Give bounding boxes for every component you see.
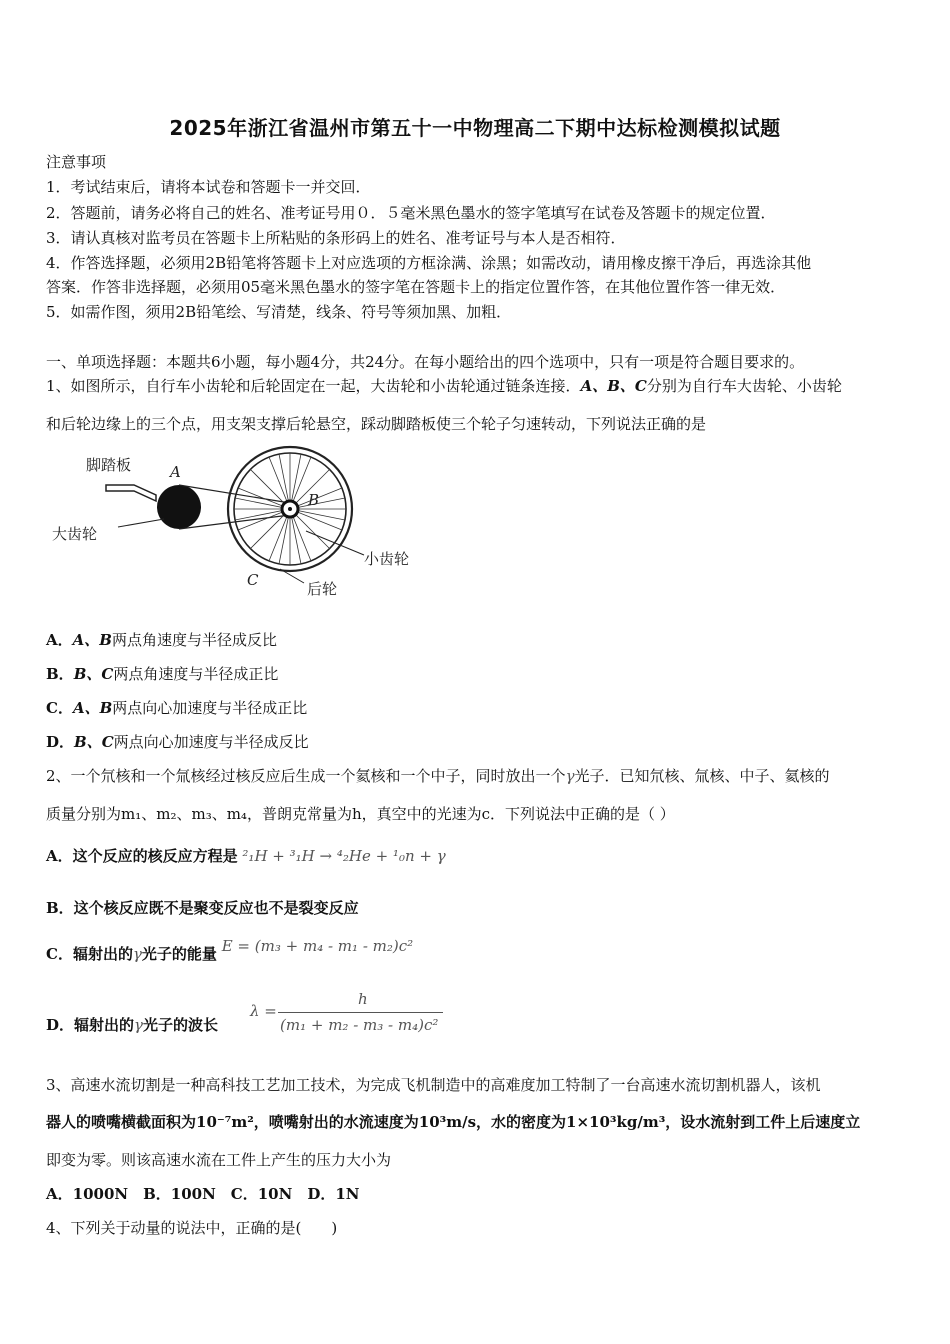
option-text: C．辐射出的 [46,945,133,963]
q2-text-a: 2、一个氘核和一个氚核经过核反应后生成一个氦核和一个中子，同时放出一个 [46,767,566,785]
q1-text-b: 分别为自行车大齿轮、小齿轮 [646,377,842,395]
fraction-bar [278,1012,443,1013]
pedal-crank-shape [106,485,156,501]
energy-formula: E = (m₃ + m₄ - m₁ - m₂)c² [221,937,414,955]
q2-option-c[interactable] [46,937,414,964]
big-gear-shape [157,485,201,529]
option-key: D． [46,733,75,751]
option-key: B． [46,665,74,683]
q3-stem-line2: 器人的喷嘴横截面积为10⁻⁷m²，喷嘴射出的水流速度为10³m/s，水的密度为1×10³kg/m³，设水流射到工件上后速度立 [46,1113,861,1131]
q1-points: A、B、C [580,377,647,395]
fraction-denominator: (m₁ + m₂ - m₃ - m₄)c² [280,1016,439,1034]
label-point-c: C [247,571,259,589]
option-text: 光子的波长 [142,1016,218,1034]
notice-item: 2．答题前，请务必将自己的姓名、准考证号用０．５毫米黑色墨水的签字笔填写在试卷及答题卡的规定位置． [46,204,776,222]
q2-option-d[interactable] [46,1015,218,1035]
q1-stem-line1 [46,376,842,396]
option-points: B、C [74,733,114,751]
section-heading: 一、单项选择题：本题共6小题，每小题4分，共24分。在每小题给出的四个选项中，只有一项是符合题目要求的。 [46,353,805,371]
wavelength-formula [250,990,450,1036]
gamma-symbol: γ [132,945,142,963]
notice-item: 4．作答选择题，必须用2B铅笔将答题卡上对应选项的方框涂满、涂黑；如需改动，请用橡皮擦干净后，再选涂其他 [46,254,812,272]
gamma-symbol: γ [565,767,575,785]
option-points: A、B [72,631,112,649]
label-rear-wheel: 后轮 [307,580,338,598]
reaction-equation: ²₁H + ³₁H → ⁴₂He + ¹₀n + γ [242,847,446,865]
bicycle-gear-figure [46,443,426,606]
option-text: B．这个核反应既不是聚变反应也不是裂变反应 [46,899,359,917]
option-text: 两点向心加速度与半径成正比 [112,699,308,717]
option-text: 两点角速度与半径成正比 [113,665,279,683]
q2-option-b[interactable] [46,898,359,918]
gamma-symbol: γ [134,1016,143,1034]
notice-item: 3．请认真核对监考员在答题卡上所粘贴的条形码上的姓名、准考证号与本人是否相符． [46,229,626,247]
option-text: 光子的能量 [141,945,217,963]
q1-option-b[interactable] [46,664,278,684]
option-key: C． [46,699,73,717]
option-text: 两点向心加速度与半径成反比 [113,733,309,751]
q3-stem-line1: 3、高速水流切割是一种高科技工艺加工技术，为完成飞机制造中的高难度加工特制了一台高速水流切割机器人，该机 [46,1076,821,1094]
option-text: 两点角速度与半径成反比 [111,631,277,649]
fraction-numerator: h [358,990,368,1008]
option-points: B、C [73,665,114,683]
option-key: A． [46,631,73,649]
q2-stem-line2: 质量分别为m₁、m₂、m₃、m₄，普朗克常量为h，真空中的光速为c．下列说法中正确的是（ ） [46,805,675,823]
q1-option-c[interactable] [46,698,307,718]
notice-item: 5．如需作图，须用2B铅笔绘、写清楚，线条、符号等须加黑、加粗． [46,303,512,321]
q1-option-a[interactable] [46,630,277,650]
q3-stem-line3: 即变为零。则该高速水流在工件上产生的压力大小为 [46,1151,392,1169]
q1-stem-line2: 和后轮边缘上的三个点，用支架支撑后轮悬空，踩动脚踏板使三个轮子匀速转动，下列说法正确的是 [46,415,707,433]
q2-text-b: 光子．已知氘核、氚核、中子、氦核的 [574,767,830,785]
q3-options[interactable]: A．1000N B．100N C．10N D．1N [46,1185,360,1203]
option-points: A、B [72,699,113,717]
label-pedal: 脚踏板 [86,456,132,474]
label-point-a: A [170,463,181,481]
q1-option-d[interactable] [46,732,309,752]
page-title: 2025年浙江省温州市第五十一中物理高二下期中达标检测模拟试题 [169,116,781,140]
label-big-gear: 大齿轮 [52,525,98,543]
option-text: A．这个反应的核反应方程是 [46,847,238,865]
option-text: D．辐射出的 [46,1016,135,1034]
leader-big-gear [118,519,164,527]
label-small-gear: 小齿轮 [364,550,410,568]
notice-item: 答案．作答非选择题，必须用05毫米黑色墨水的签字笔在答题卡上的指定位置作答，在其他位置作答一律无效． [46,278,786,296]
notice-heading: 注意事项 [46,153,107,171]
q2-stem-line1 [46,766,830,786]
q2-option-a[interactable] [46,846,446,866]
notice-item: 1．考试结束后，请将本试卷和答题卡一并交回． [46,178,371,196]
q1-text-a: 1、如图所示，自行车小齿轮和后轮固定在一起，大齿轮和小齿轮通过链条连接． [46,377,581,395]
lambda-symbol: λ = [250,1002,277,1020]
label-point-b: B [308,491,320,509]
q4-stem-line1: 4、下列关于动量的说法中，正确的是( ) [46,1219,338,1237]
hub-dot [288,507,292,511]
